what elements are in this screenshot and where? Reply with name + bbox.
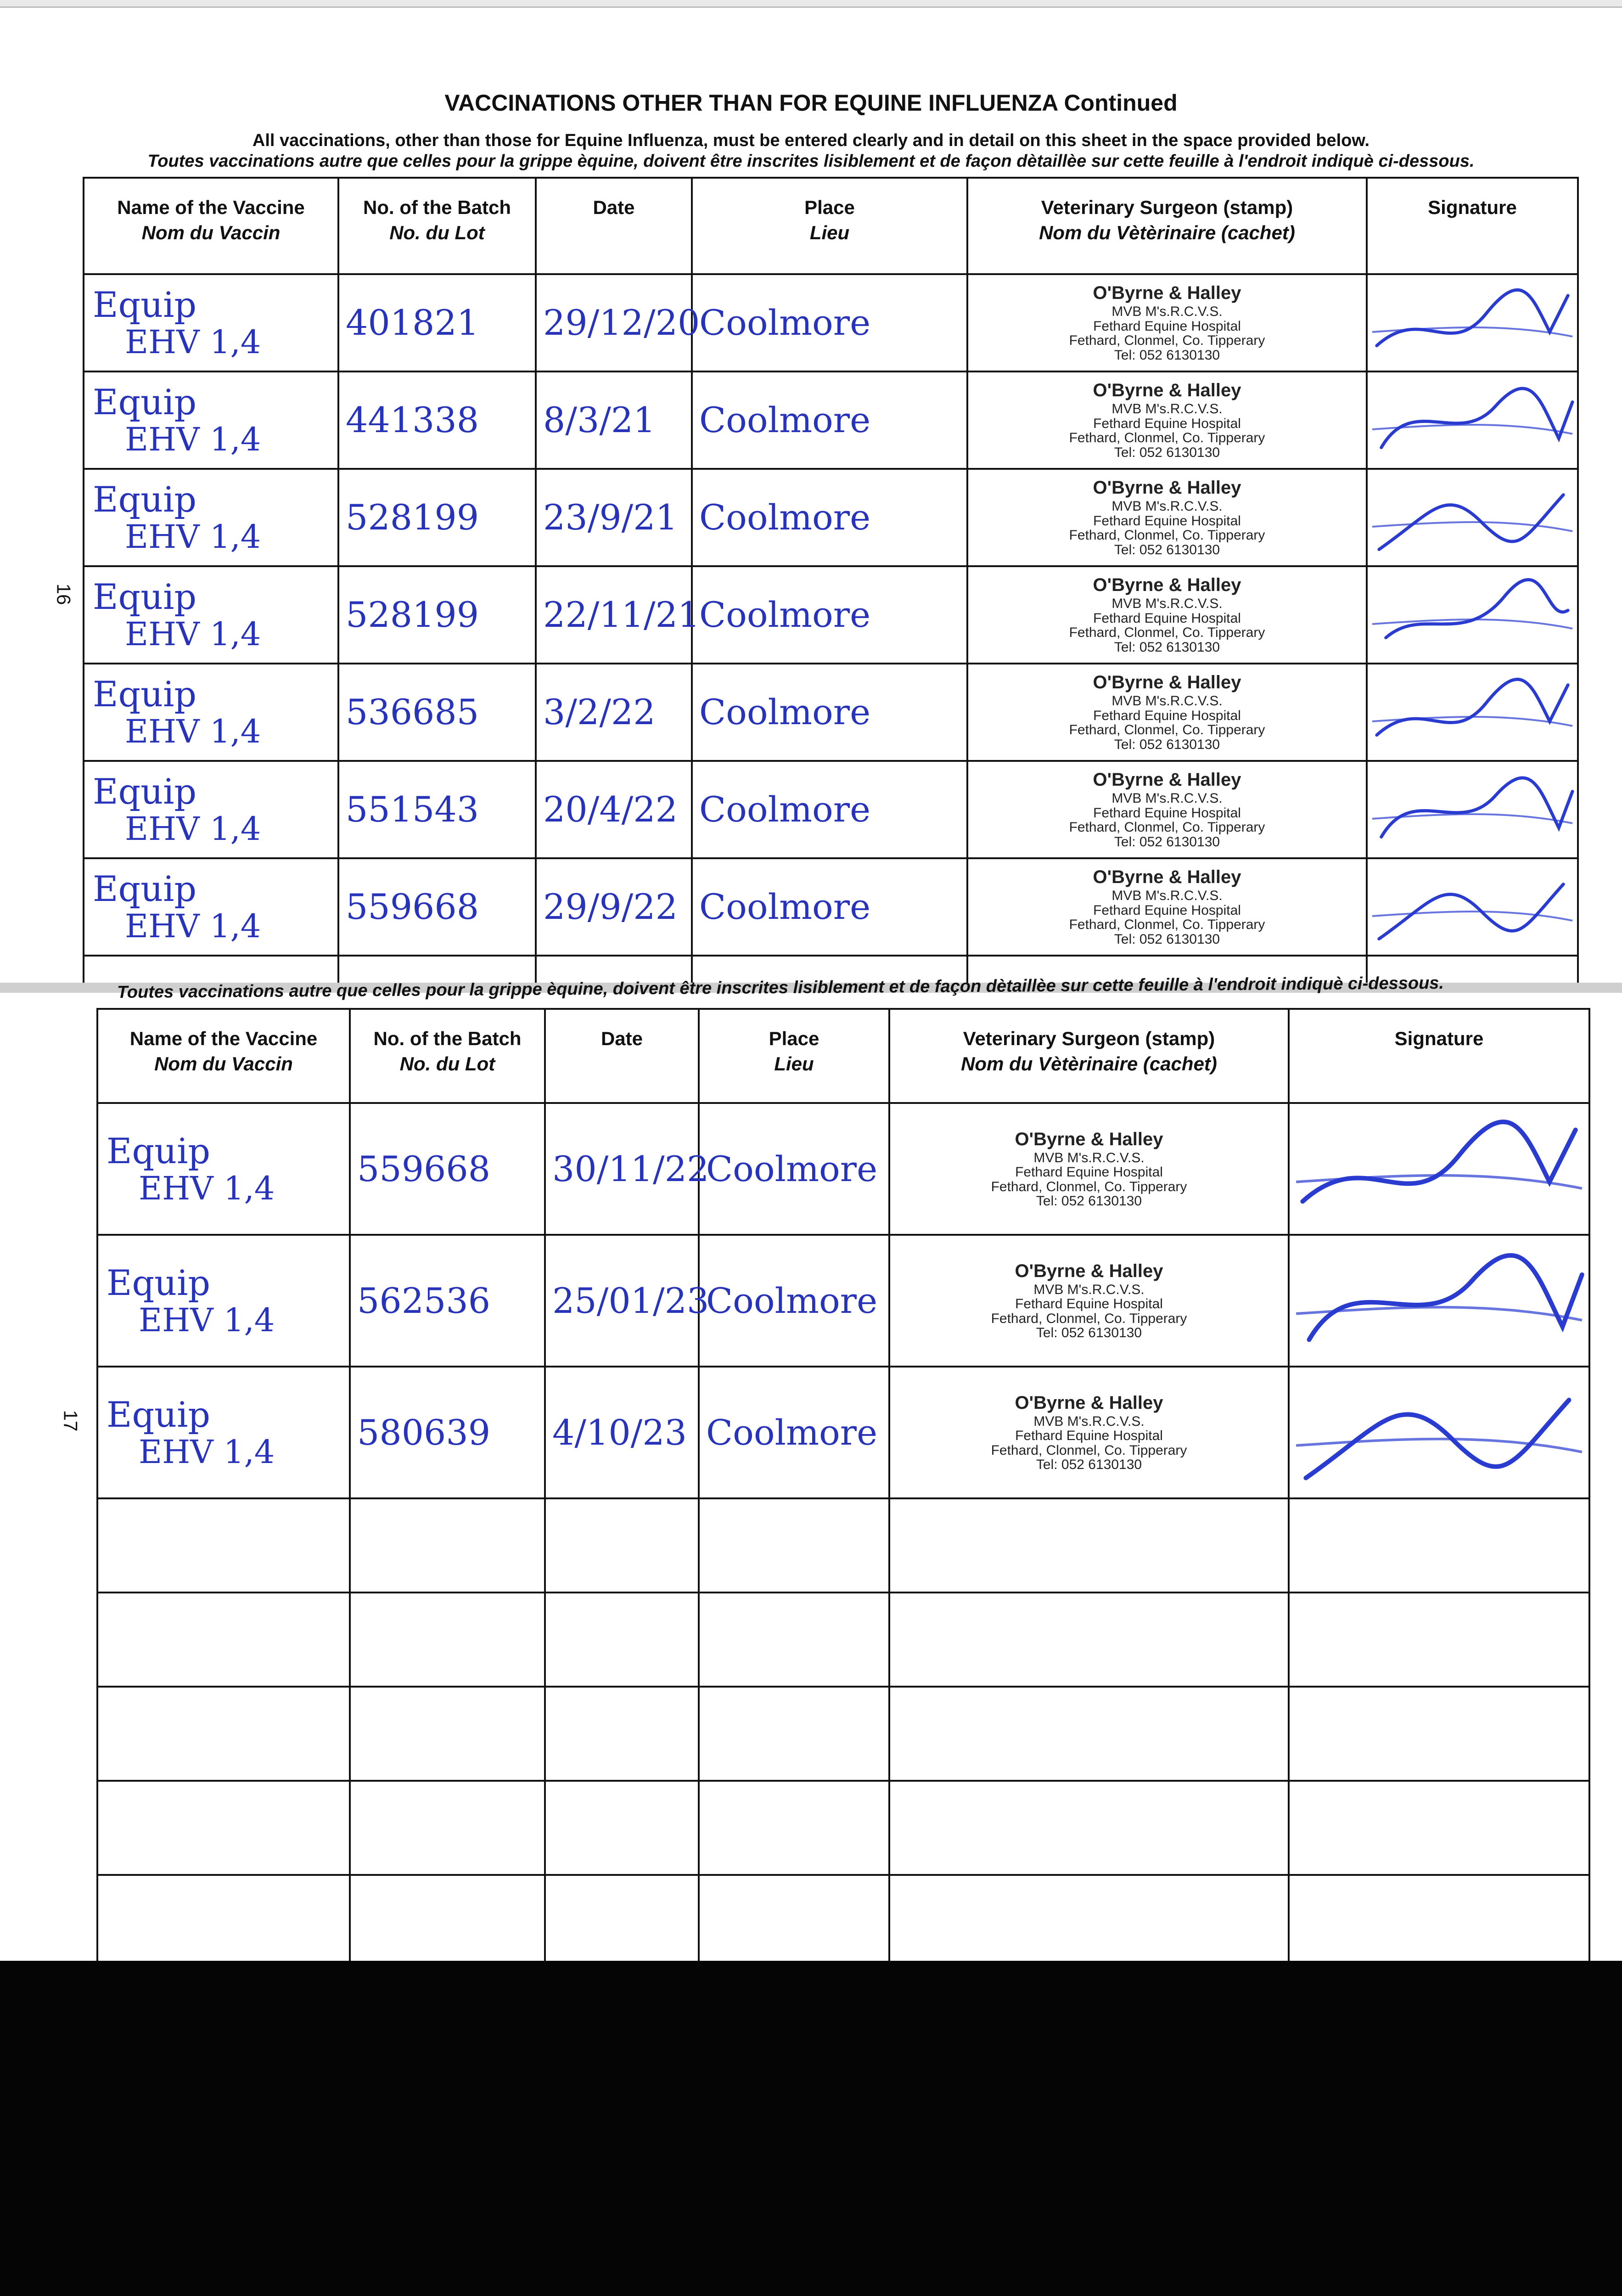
table-row: [84, 858, 1578, 956]
vet-stamp-cell: [967, 469, 1367, 566]
date-cell: 4/10/23: [545, 1367, 699, 1498]
place-cell: Coolmore: [692, 761, 967, 858]
signature-cell: [1367, 664, 1578, 761]
signature-cell: [1367, 566, 1578, 664]
empty-row: [97, 1593, 1589, 1687]
page-number-lower: 17: [60, 1410, 82, 1432]
header-row: [97, 1009, 1589, 1103]
vet-stamp: O'Byrne & Halley MVB M's.R.C.V.S. Fethard Equine Hospital Fethard, Clonmel, Co. Tipperary Tel: 052 6130130: [1069, 575, 1265, 655]
signature-cell: [1289, 1367, 1589, 1498]
table-row: [84, 274, 1578, 371]
signature-cell: [1367, 858, 1578, 956]
place-cell: Coolmore: [692, 469, 967, 566]
empty-row: [97, 1498, 1589, 1593]
vaccine-cell: Equip EHV 1,4: [97, 1367, 350, 1498]
col-vaccine-header: Name of the Vaccine Nom du Vaccin: [97, 1009, 350, 1103]
batch-cell: 528199: [338, 566, 536, 664]
vet-stamp: O'Byrne & Halley MVB M's.R.C.V.S. Fethard Equine Hospital Fethard, Clonmel, Co. Tipperary Tel: 052 6130130: [1069, 283, 1265, 363]
vaccine-cell: Equip EHV 1,4: [97, 1235, 350, 1367]
date-cell: 30/11/22: [545, 1103, 699, 1235]
empty-row: [97, 1687, 1589, 1781]
col-vet-header: Veterinary Surgeon (stamp) Nom du Vètèrinaire (cachet): [967, 178, 1367, 274]
batch-cell: 580639: [350, 1367, 545, 1498]
signature-cell: [1289, 1103, 1589, 1235]
vet-stamp-cell: [967, 761, 1367, 858]
col-vaccine-header: Name of the Vaccine Nom du Vaccin: [84, 178, 338, 274]
place-cell: Coolmore: [692, 274, 967, 371]
col-date-header: Date: [545, 1009, 699, 1103]
signature-cell: [1367, 371, 1578, 469]
batch-cell: 536685: [338, 664, 536, 761]
vet-stamp-cell: [967, 566, 1367, 664]
vet-stamp: O'Byrne & Halley MVB M's.R.C.V.S. Fethard Equine Hospital Fethard, Clonmel, Co. Tipperary Tel: 052 6130130: [1069, 672, 1265, 752]
vaccination-table-lower: [96, 1008, 1590, 1970]
vet-stamp: O'Byrne & Halley MVB M's.R.C.V.S. Fethard Equine Hospital Fethard, Clonmel, Co. Tipperary Tel: 052 6130130: [991, 1129, 1187, 1209]
scan-top-edge: [0, 0, 1622, 8]
col-place-header: Place Lieu: [699, 1009, 889, 1103]
vet-stamp-cell: [889, 1367, 1289, 1498]
date-cell: 22/11/21: [536, 566, 692, 664]
vaccine-cell: Equip EHV 1,4: [84, 274, 338, 371]
col-date-header: Date: [536, 178, 692, 274]
vaccination-table-upper: [83, 177, 1579, 989]
batch-cell: 551543: [338, 761, 536, 858]
intro-english: All vaccinations, other than those for Equine Influenza, must be entered clearly and in detail on this sheet in the space provided below.: [252, 131, 1370, 150]
place-cell: Coolmore: [692, 566, 967, 664]
place-cell: Coolmore: [692, 858, 967, 956]
signature-cell: [1367, 761, 1578, 858]
batch-cell: 559668: [338, 858, 536, 956]
place-cell: Coolmore: [699, 1103, 889, 1235]
vet-stamp: O'Byrne & Halley MVB M's.R.C.V.S. Fethard Equine Hospital Fethard, Clonmel, Co. Tipperary Tel: 052 6130130: [1069, 770, 1265, 850]
header-row: [84, 178, 1578, 274]
vaccine-cell: Equip EHV 1,4: [84, 469, 338, 566]
batch-cell: 559668: [350, 1103, 545, 1235]
batch-cell: 441338: [338, 371, 536, 469]
vet-stamp-cell: [889, 1235, 1289, 1367]
table-row: [97, 1367, 1589, 1498]
col-signature-header: Signature: [1289, 1009, 1589, 1103]
vet-stamp-cell: [967, 664, 1367, 761]
signature-cell: [1289, 1235, 1589, 1367]
col-batch-header: No. of the Batch No. du Lot: [338, 178, 536, 274]
vaccine-cell: Equip EHV 1,4: [84, 371, 338, 469]
date-cell: 25/01/23: [545, 1235, 699, 1367]
signature-cell: [1367, 274, 1578, 371]
vaccine-cell: Equip EHV 1,4: [84, 858, 338, 956]
empty-row: [97, 1875, 1589, 1969]
col-batch-header: No. of the Batch No. du Lot: [350, 1009, 545, 1103]
vet-stamp: O'Byrne & Halley MVB M's.R.C.V.S. Fethard Equine Hospital Fethard, Clonmel, Co. Tipperary Tel: 052 6130130: [1069, 478, 1265, 557]
date-cell: 23/9/21: [536, 469, 692, 566]
empty-row: [97, 1781, 1589, 1875]
page-number-upper: 16: [53, 583, 75, 605]
vaccine-cell: Equip EHV 1,4: [84, 761, 338, 858]
date-cell: 29/12/20: [536, 274, 692, 371]
intro-french-repeat: Toutes vaccinations autre que celles pour la grippe èquine, doivent être inscrites lisiblement et de façon dètaillèe sur cette feuille à l'endroit indiquè ci-dessous.: [117, 973, 1444, 1002]
place-cell: Coolmore: [699, 1367, 889, 1498]
page-title: VACCINATIONS OTHER THAN FOR EQUINE INFLUENZA Continued: [444, 90, 1178, 116]
place-cell: Coolmore: [692, 664, 967, 761]
signature-cell: [1367, 469, 1578, 566]
date-cell: 3/2/22: [536, 664, 692, 761]
table-row: [97, 1103, 1589, 1235]
batch-cell: 562536: [350, 1235, 545, 1367]
table-row: [84, 371, 1578, 469]
table-row: [97, 1235, 1589, 1367]
place-cell: Coolmore: [692, 371, 967, 469]
vaccine-cell: Equip EHV 1,4: [84, 566, 338, 664]
col-signature-header: Signature: [1367, 178, 1578, 274]
table-row: [84, 761, 1578, 858]
col-place-header: Place Lieu: [692, 178, 967, 274]
table-row: [84, 566, 1578, 664]
vet-stamp: O'Byrne & Halley MVB M's.R.C.V.S. Fethard Equine Hospital Fethard, Clonmel, Co. Tipperary Tel: 052 6130130: [1069, 380, 1265, 460]
col-vet-header: Veterinary Surgeon (stamp) Nom du Vètèrinaire (cachet): [889, 1009, 1289, 1103]
vet-stamp: O'Byrne & Halley MVB M's.R.C.V.S. Fethard Equine Hospital Fethard, Clonmel, Co. Tipperary Tel: 052 6130130: [991, 1392, 1187, 1473]
vet-stamp: O'Byrne & Halley MVB M's.R.C.V.S. Fethard Equine Hospital Fethard, Clonmel, Co. Tipperary Tel: 052 6130130: [1069, 867, 1265, 947]
date-cell: 20/4/22: [536, 761, 692, 858]
batch-cell: 528199: [338, 469, 536, 566]
vet-stamp-cell: [967, 858, 1367, 956]
date-cell: 8/3/21: [536, 371, 692, 469]
place-cell: Coolmore: [699, 1235, 889, 1367]
vaccine-cell: Equip EHV 1,4: [84, 664, 338, 761]
vet-stamp-cell: [967, 274, 1367, 371]
intro-french: Toutes vaccinations autre que celles pour la grippe èquine, doivent être inscrites lisiblement et de façon dètaillèe sur cette feuille à l'endroit indiquè ci-dessous.: [147, 152, 1475, 171]
vaccine-cell: Equip EHV 1,4: [97, 1103, 350, 1235]
date-cell: 29/9/22: [536, 858, 692, 956]
scan-background: [0, 1961, 1622, 2296]
vet-stamp: O'Byrne & Halley MVB M's.R.C.V.S. Fethard Equine Hospital Fethard, Clonmel, Co. Tipperary Tel: 052 6130130: [991, 1261, 1187, 1341]
batch-cell: 401821: [338, 274, 536, 371]
vet-stamp-cell: [889, 1103, 1289, 1235]
table-row: [84, 469, 1578, 566]
vet-stamp-cell: [967, 371, 1367, 469]
table-row: [84, 664, 1578, 761]
